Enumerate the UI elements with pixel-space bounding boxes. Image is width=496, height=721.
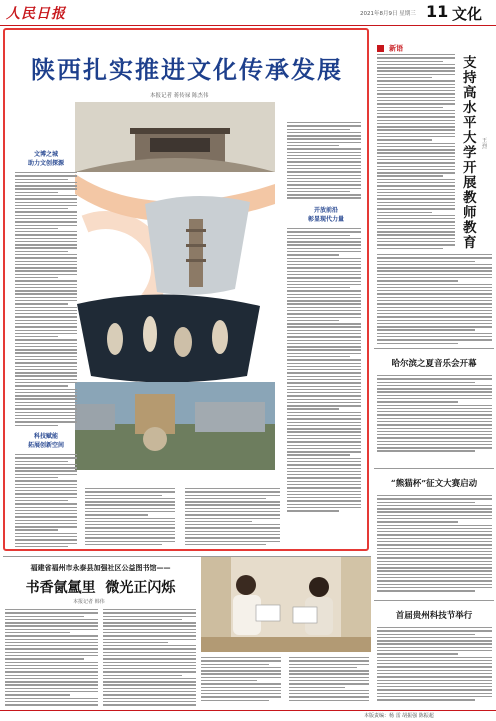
section-name: 文化 [452, 5, 483, 23]
masthead [0, 0, 496, 24]
sidebar-column [374, 28, 494, 348]
main-article-body-bottom-a [85, 488, 175, 547]
main-article-body-col1 [15, 172, 77, 428]
bottom-article-title: 书香氤氲里 微光正闪烁 [25, 580, 176, 596]
subhead-1: 文博之城 助力文创探源 [27, 151, 64, 167]
brief-3-body [377, 627, 492, 702]
main-article[interactable] [3, 28, 369, 551]
masthead-rule [0, 25, 496, 26]
newspaper-logo: 人民日报 [6, 6, 66, 22]
main-article-byline: 本报记者 蒋传禄 陈杰伟 [150, 93, 209, 99]
sidebar-title: 支持高水平大学开展教师教育 [463, 55, 477, 251]
bottom-article[interactable] [3, 556, 371, 709]
brief-3[interactable] [374, 600, 494, 709]
sidebar-body-wide [377, 254, 492, 346]
main-article-body-bottom-b [185, 488, 280, 547]
footer-editors: 本版责编：杨 雷 胡振强 陈振超 [364, 713, 434, 719]
sidebar-tag: 新语 [377, 38, 403, 48]
footer-rule [0, 710, 496, 711]
subhead-3: 科技赋能 拓展创新空间 [27, 433, 64, 449]
brief-2[interactable] [374, 468, 494, 599]
page-number: 11 [426, 2, 449, 21]
brief-2-title: “熊猫杯”征文大赛启动 [390, 479, 478, 489]
main-article-body-col3 [287, 122, 361, 201]
main-article-body-col3b [287, 228, 361, 513]
bottom-article-kicker: 福建省福州市永泰县加强社区公益图书馆—— [30, 563, 171, 572]
main-article-illustration [75, 94, 275, 474]
brief-2-body [377, 495, 492, 593]
brief-1-title: 哈尔滨之夏音乐会开幕 [391, 359, 477, 369]
bottom-article-body-2 [103, 609, 196, 707]
bottom-article-body-4 [289, 657, 369, 703]
bottom-article-body-3 [201, 657, 281, 703]
reading-photo [201, 557, 371, 652]
main-article-title: 陕西扎实推进文化传承发展 [31, 55, 343, 84]
brief-3-title: 首届贵州科技节举行 [395, 611, 473, 621]
tag-icon [377, 45, 384, 52]
figurines-fan-image [77, 294, 260, 382]
brief-1-body [377, 375, 492, 454]
bottom-article-byline: 本报记者 韩伟 [73, 599, 105, 605]
main-article-body-col1b [15, 454, 77, 549]
bottom-article-body-1 [5, 609, 98, 707]
brief-1[interactable] [374, 348, 494, 467]
subhead-2: 开放前沿 彰显现代力量 [307, 207, 344, 223]
sidebar-body [377, 54, 455, 251]
issue-date: 2021年8月9日 星期三 [360, 11, 416, 17]
sidebar-author: 王烈 [482, 138, 488, 150]
